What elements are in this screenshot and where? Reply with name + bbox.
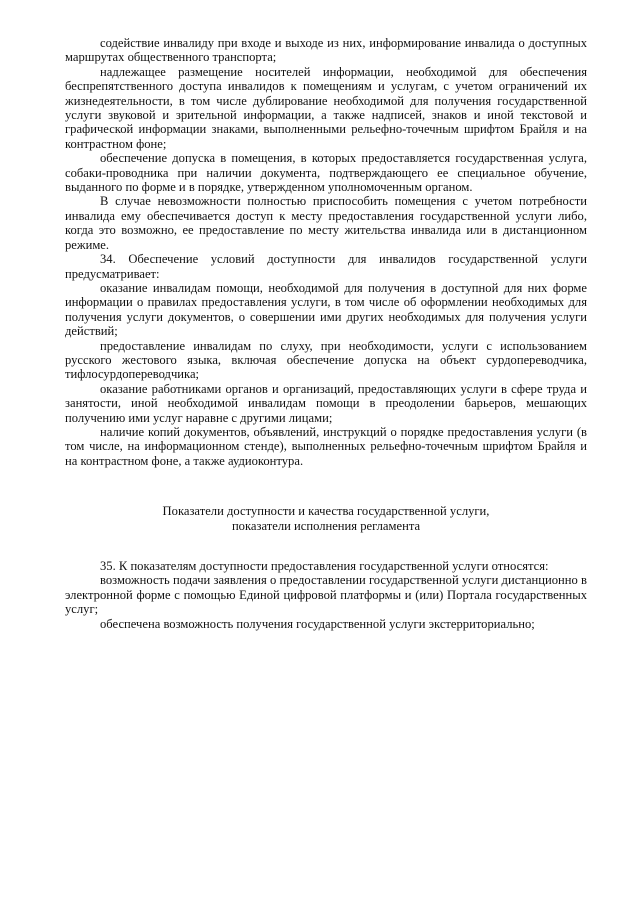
paragraph-staff-assistance: оказание работниками органов и организаций, предоставляющих услуги в сфере труда и занятости, иной необходимой инвалидам помощи в преодолении барьеров, мешающих получению ими услуг наравне с другими лицами; — [65, 381, 587, 425]
section-heading-line-2: показатели исполнения регламента — [231, 518, 421, 533]
paragraph-help-information: оказание инвалидам помощи, необходимой для получения в доступной для них форме информации о правилах предоставления услуги, в том числе об оформлении необходимых для получения услуги документов, о совершении ими других необходимых для получения услуги действий; — [65, 280, 587, 339]
paragraph-remote-application: возможность подачи заявления о предоставлении государственной услуги дистанционно в электронной форме с помощью Единой цифровой платформы и (или) Портала государственных услуг; — [65, 573, 587, 617]
paragraph-assistance-entry: содействие инвалиду при входе и выходе из них, информирование инвалида о доступных маршрутах общественного транспорта; — [65, 36, 587, 65]
paragraph-extraterritorial: обеспечена возможность получения государственной услуги экстерриториально; — [100, 616, 535, 631]
paragraph-guide-dog-access: обеспечение допуска в помещения, в которых предоставляется государственная услуга, собаки-проводника при наличии документа, подтверждающего ее специальное обучение, выданного по форме и в порядке, утвержденном уполномоченным органом. — [65, 151, 587, 195]
section-spacer — [65, 468, 587, 504]
paragraph-information-placement: надлежащее размещение носителей информации, необходимой для обеспечения беспрепятственного доступа инвалидов к помещениям и услугам, с учетом ограничений их жизнедеятельности, в том числе дублирование необходимой для получения государственной услуги звуковой и зрительной информации, а также надписей, знаков и иной текстовой и графической информации знаками, выполненными рельефно-точечным шрифтом Брайля и на контрастном фоне; — [65, 64, 587, 151]
paragraph-item-34: 34. Обеспечение условий доступности для инвалидов государственной услуги предусматривает: — [65, 252, 587, 281]
section-heading-line-1: Показатели доступности и качества государственной услуги, — [162, 504, 490, 519]
paragraph-braille-copies: наличие копий документов, объявлений, инструкций о порядке предоставления услуги (в том числе, на информационном стенде), выполненных рельефно-точечным шрифтом Брайля и на контрастном фоне, а также аудиоконтура. — [65, 424, 587, 468]
section-spacer-after-heading — [65, 533, 587, 559]
paragraph-item-35: 35. К показателям доступности предоставления государственной услуги относятся: — [100, 559, 549, 573]
document-body — [65, 36, 587, 631]
paragraph-sign-language: предоставление инвалидам по слуху, при необходимости, услуги с использованием русского жестового языка, включая обеспечение допуска на объект сурдопереводчика, тифлосурдопереводчика; — [65, 338, 587, 382]
paragraph-remote-provision: В случае невозможности полностью приспособить помещения с учетом потребности инвалида ему обеспечивается доступ к месту предоставления государственной услуги либо, когда это возможно, ее предоставление по месту жительства инвалида или в дистанционном режиме. — [65, 194, 587, 252]
